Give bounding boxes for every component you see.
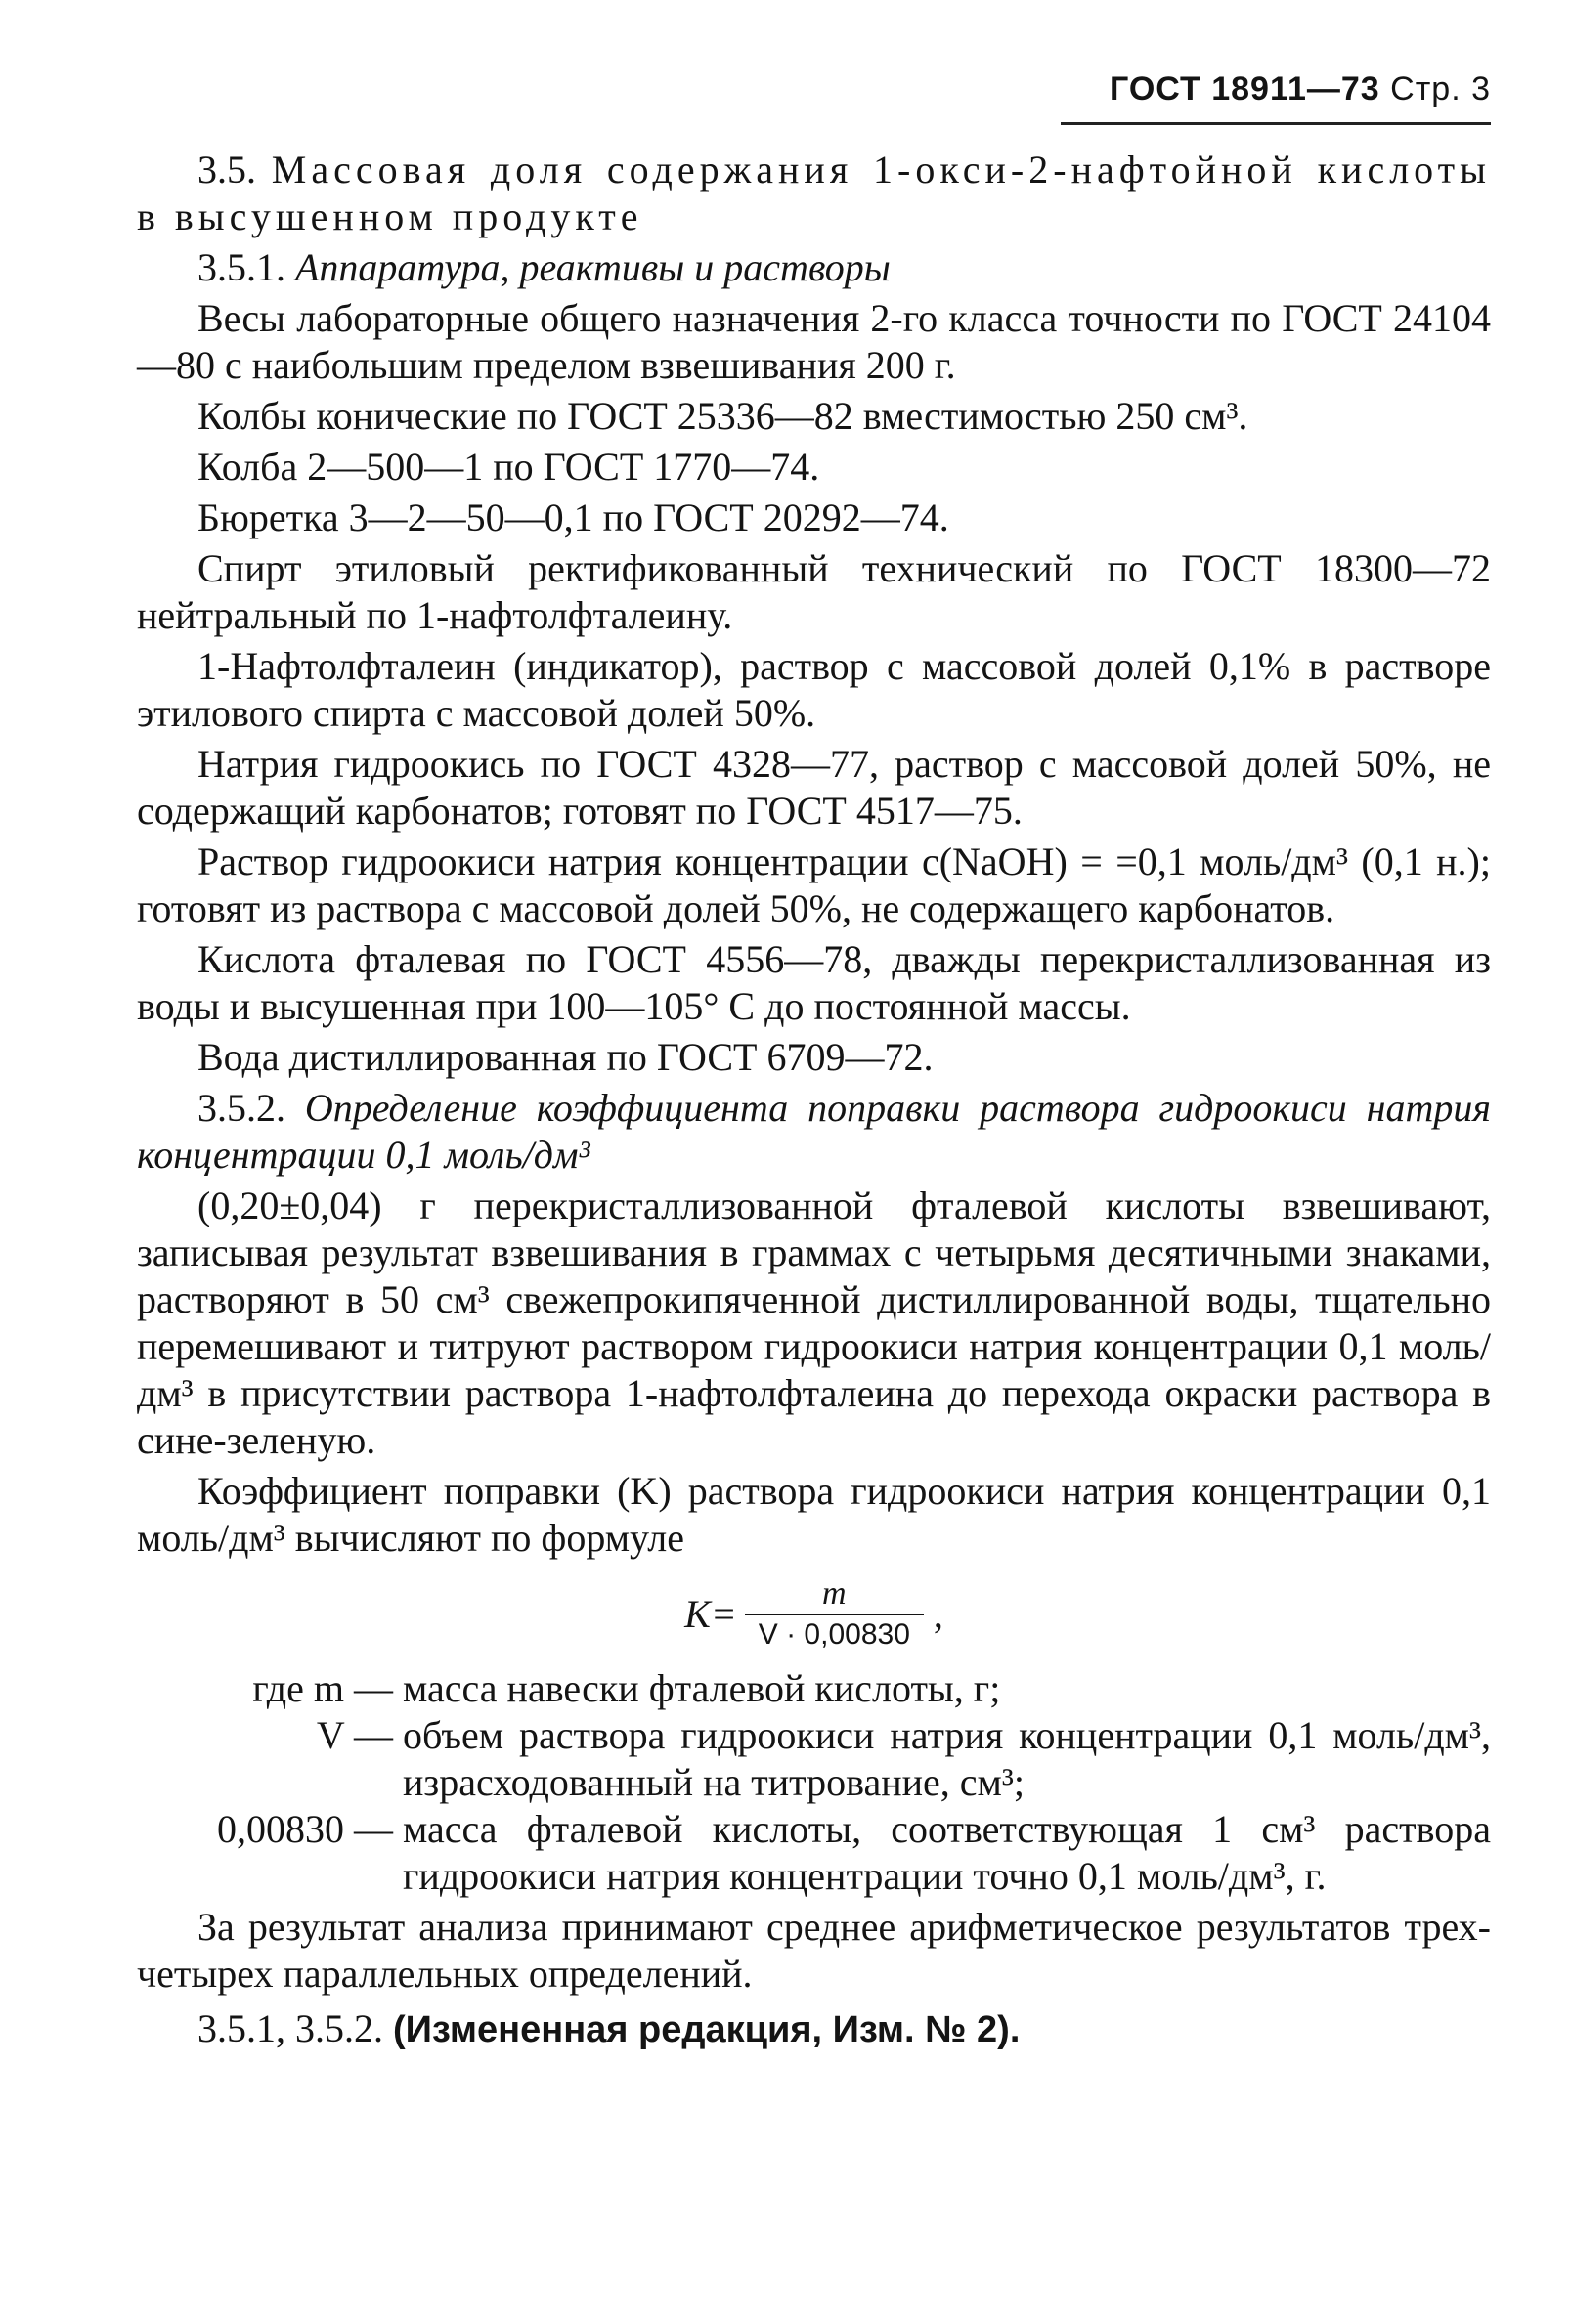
formula-numerator: m: [822, 1575, 847, 1612]
item-burette: Бюретка 3—2—50—0,1 по ГОСТ 20292—74.: [197, 495, 949, 539]
variable-definitions: [137, 1665, 1491, 1900]
definition-symbol: где m —: [252, 1666, 393, 1710]
section-3-5-1-heading: [137, 244, 1491, 291]
section-number: 3.5.1.: [197, 245, 285, 289]
amendment-text: (Измененная редакция, Изм. № 2).: [393, 2009, 1021, 2050]
document-body: [137, 147, 1491, 2057]
item-ethanol: Спирт этиловый ректификованный технический по ГОСТ 18300—72 нейтральный по 1-нафтолфталеину.: [137, 546, 1491, 637]
formula-intro: Коэффициент поправки (K) раствора гидроокиси натрия концентрации 0,1 моль/дм³ вычисляют по формуле: [137, 1469, 1491, 1560]
item-sodium-hydroxide: Натрия гидроокись по ГОСТ 4328—77, раствор с массовой долей 50%, не содержащий карбонатов; готовят по ГОСТ 4517—75.: [137, 742, 1491, 833]
procedure-paragraph: (0,20±0,04) г перекристаллизованной фталевой кислоты взвешивают, записывая результат взвешивания в граммах с четырьмя десятичными знаками, растворяют в 50 см³ свежепрокипяченной дистиллированной воды, тщательно перемешивают и титруют раствором гидроокиси натрия концентрации 0,1 моль/дм³ в присутствии раствора 1-нафтолфталеина до перехода окраски раствора в сине-зеленую.: [137, 1184, 1491, 1462]
definition-text: масса навески фталевой кислоты, г;: [403, 1666, 1001, 1710]
item-distilled-water: Вода дистиллированная по ГОСТ 6709—72.: [197, 1035, 934, 1079]
formula-lhs: K=: [684, 1592, 737, 1636]
section-3-5-2-heading: [137, 1085, 1491, 1179]
formula-fraction: [745, 1574, 924, 1655]
page-number: Стр. 3: [1390, 70, 1491, 108]
definition-text: объем раствора гидроокиси натрия концентрации 0,1 моль/дм³, израсходованный на титрование, см³;: [403, 1713, 1491, 1804]
gost-number: ГОСТ 18911—73: [1110, 70, 1380, 108]
section-number: 3.5.2.: [197, 1086, 285, 1130]
section-title: Определение коэффициента поправки раствора гидроокиси натрия концентрации 0,1 моль/дм³: [137, 1086, 1492, 1177]
amendment-note: [137, 2005, 1491, 2053]
definition-row: [137, 1665, 1491, 1712]
section-3-5-heading: [137, 147, 1491, 240]
definition-symbol: 0,00830 —: [217, 1807, 393, 1851]
section-title: Аппаратура, реактивы и растворы: [295, 245, 891, 289]
item-phthalic-acid: Кислота фталевая по ГОСТ 4556—78, дважды перекристаллизованная из воды и высушенная при 100—105° С до постоянной массы.: [137, 937, 1491, 1028]
item-indicator: 1-Нафтолфталеин (индикатор), раствор с массовой долей 0,1% в растворе этилового спирта с массовой долей 50%.: [137, 644, 1491, 735]
definition-symbol: V —: [316, 1713, 393, 1757]
item-conical-flasks: Колбы конические по ГОСТ 25336—82 вместимостью 250 см³.: [197, 394, 1248, 438]
page-header: [1110, 70, 1491, 108]
formula-denominator: V · 0,00830: [758, 1618, 910, 1651]
definition-row: [137, 1712, 1491, 1806]
item-scales: Весы лабораторные общего назначения 2-го класса точности по ГОСТ 24104—80 с наибольшим пределом взвешивания 200 г.: [137, 296, 1491, 387]
section-title: Массовая доля содержания 1-окси-2-нафтойной кислоты в высушенном продукте: [137, 148, 1491, 238]
section-number: 3.5.: [197, 148, 256, 192]
definition-row: [137, 1806, 1491, 1900]
item-flask: Колба 2—500—1 по ГОСТ 1770—74.: [197, 445, 820, 489]
formula-trail: ,: [933, 1592, 943, 1636]
definition-text: масса фталевой кислоты, соответствующая 1 см³ раствора гидроокиси натрия концентрации точно 0,1 моль/дм³, г.: [403, 1807, 1491, 1898]
formula: [137, 1568, 1491, 1661]
header-rule: [1061, 122, 1491, 125]
result-paragraph: За результат анализа принимают среднее арифметическое результатов трех-четырех параллельных определений.: [137, 1905, 1491, 1996]
amendment-refs: 3.5.1, 3.5.2.: [197, 2006, 383, 2050]
item-naoh-solution: Раствор гидроокиси натрия концентрации с(NaOH) = =0,1 моль/дм³ (0,1 н.); готовят из раствора с массовой долей 50%, не содержащего карбонатов.: [137, 839, 1491, 930]
